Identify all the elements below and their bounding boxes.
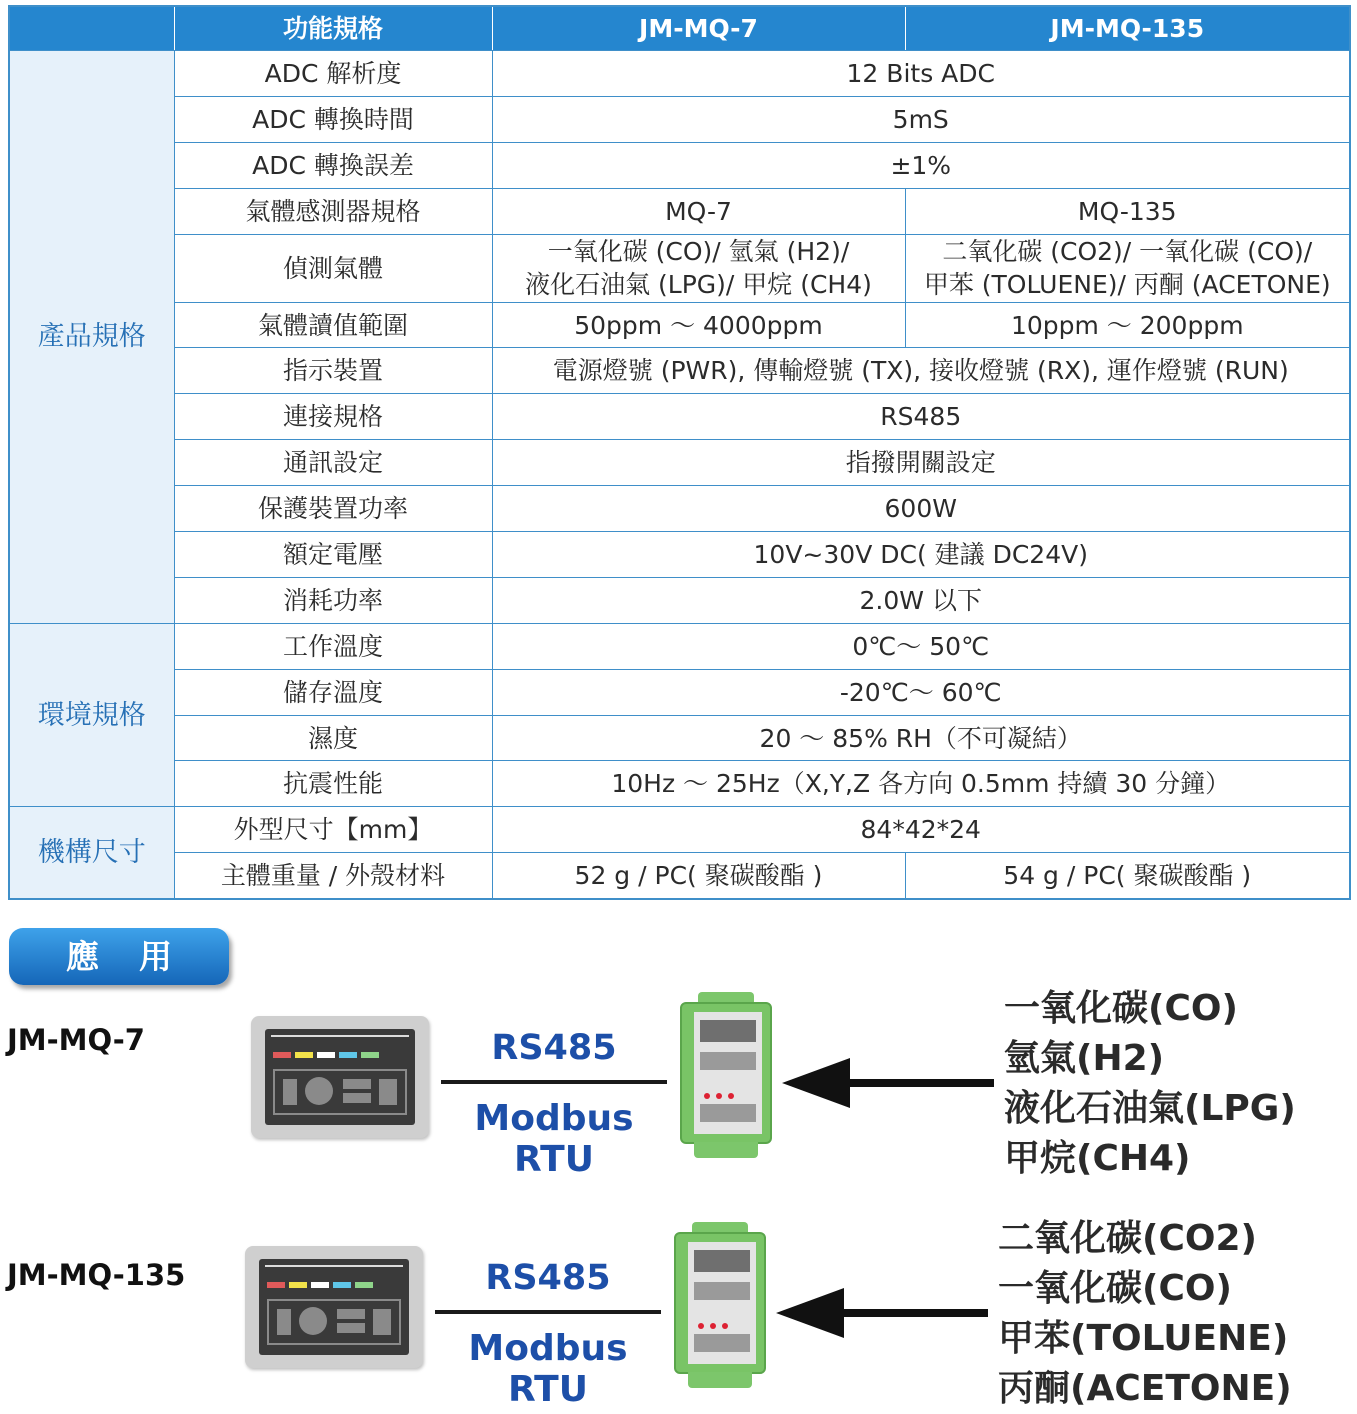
row-value: 84*42*24 — [492, 807, 1350, 853]
row-value: 電源燈號 (PWR), 傳輸燈號 (TX), 接收燈號 (RX), 運作燈號 (RUN) — [492, 348, 1350, 394]
led-yellow — [289, 1282, 307, 1288]
row-value: 5mS — [492, 96, 1350, 142]
gas-item: 液化石油氣(LPG) — [1004, 1088, 1296, 1129]
gas-item: 一氧化碳(CO) — [998, 1268, 1232, 1309]
protocol-label: RS485 — [491, 1028, 617, 1068]
led-white — [317, 1052, 335, 1058]
led-yellow — [295, 1052, 313, 1058]
table-row — [9, 623, 1350, 669]
mode-label: Modbus RTU — [474, 1098, 634, 1180]
gas-item: 甲烷(CH4) — [1004, 1138, 1191, 1179]
row-label: 氣體感測器規格 — [174, 188, 492, 234]
row-label: 濕度 — [174, 715, 492, 761]
row-value: 600W — [492, 486, 1350, 532]
row-value: 0℃～ 50℃ — [492, 623, 1350, 669]
spec-table — [8, 5, 1351, 900]
protocol-link — [441, 1028, 667, 1180]
led-green — [361, 1052, 379, 1058]
row-label: 偵測氣體 — [174, 234, 492, 302]
table-row — [9, 188, 1350, 234]
led-strip — [273, 1043, 383, 1062]
table-row — [9, 348, 1350, 394]
led-white — [311, 1282, 329, 1288]
table-row — [9, 669, 1350, 715]
row-value: 指撥開關設定 — [492, 440, 1350, 486]
hmi-panel-icon — [245, 1246, 423, 1368]
row-value-mq135: 10ppm ～ 200ppm — [905, 302, 1350, 348]
category-product: 產品規格 — [9, 51, 174, 624]
led-red — [267, 1282, 285, 1288]
sensor-module-icon — [680, 992, 772, 1162]
row-value-mq7 — [492, 234, 905, 302]
table-row — [9, 96, 1350, 142]
table-row — [9, 853, 1350, 899]
detect-gas-mq135-line2: 甲苯 (TOLUENE)/ 丙酮 (ACETONE) — [923, 270, 1331, 300]
table-row — [9, 807, 1350, 853]
row-value-mq7: 52 g / PC( 聚碳酸酯 ) — [492, 853, 905, 899]
row-value-mq135 — [905, 234, 1350, 302]
link-line — [441, 1080, 667, 1084]
header-function-spec: 功能規格 — [174, 6, 492, 51]
table-row — [9, 234, 1350, 302]
led-cyan — [333, 1282, 351, 1288]
header-jm-mq-135: JM-MQ-135 — [905, 6, 1350, 51]
mode-label: Modbus RTU — [468, 1328, 628, 1410]
table-row — [9, 440, 1350, 486]
detect-gas-mq7-line1: 一氧化碳 (CO)/ 氫氣 (H2)/ — [547, 237, 850, 267]
table-row — [9, 302, 1350, 348]
diagram-model-label: JM-MQ-135 — [7, 1258, 186, 1292]
row-value: -20℃～ 60℃ — [492, 669, 1350, 715]
row-value: ±1% — [492, 142, 1350, 188]
header-corner — [9, 6, 174, 51]
row-value: 10Hz ～ 25Hz（X,Y,Z 各方向 0.5mm 持續 30 分鐘） — [492, 761, 1350, 807]
gas-item: 二氧化碳(CO2) — [998, 1218, 1257, 1259]
row-label: 保護裝置功率 — [174, 486, 492, 532]
row-value: 2.0W 以下 — [492, 577, 1350, 623]
led-red — [273, 1052, 291, 1058]
table-row — [9, 142, 1350, 188]
table-row — [9, 532, 1350, 578]
row-label: 工作溫度 — [174, 623, 492, 669]
category-environment: 環境規格 — [9, 623, 174, 807]
gas-item: 丙酮(ACETONE) — [998, 1368, 1292, 1409]
row-value-mq135: 54 g / PC( 聚碳酸酯 ) — [905, 853, 1350, 899]
row-label: 指示裝置 — [174, 348, 492, 394]
detect-gas-mq135-line1: 二氧化碳 (CO2)/ 一氧化碳 (CO)/ — [942, 237, 1313, 267]
table-row — [9, 715, 1350, 761]
row-label: 連接規格 — [174, 394, 492, 440]
row-value: 12 Bits ADC — [492, 51, 1350, 97]
row-label: 額定電壓 — [174, 532, 492, 578]
row-value-mq7: 50ppm ～ 4000ppm — [492, 302, 905, 348]
gas-item: 一氧化碳(CO) — [1004, 988, 1238, 1029]
table-row — [9, 51, 1350, 97]
table-header-row — [9, 6, 1350, 51]
protocol-label: RS485 — [485, 1258, 611, 1298]
header-jm-mq-7: JM-MQ-7 — [492, 6, 905, 51]
row-label: 氣體讀值範圍 — [174, 302, 492, 348]
row-label: ADC 解析度 — [174, 51, 492, 97]
row-label: 通訊設定 — [174, 440, 492, 486]
table-row — [9, 486, 1350, 532]
table-row — [9, 761, 1350, 807]
row-label: 主體重量 / 外殼材料 — [174, 853, 492, 899]
led-green — [355, 1282, 373, 1288]
row-label: 儲存溫度 — [174, 669, 492, 715]
sensor-module-icon — [674, 1222, 766, 1392]
led-strip — [267, 1273, 377, 1292]
gas-list — [998, 1214, 1292, 1414]
protocol-link — [435, 1258, 661, 1410]
row-label: ADC 轉換誤差 — [174, 142, 492, 188]
gas-item: 氫氣(H2) — [1004, 1038, 1165, 1079]
category-mechanical: 機構尺寸 — [9, 807, 174, 899]
detect-gas-mq7-line2: 液化石油氣 (LPG)/ 甲烷 (CH4) — [525, 270, 872, 300]
row-label: 外型尺寸【mm】 — [174, 807, 492, 853]
table-row — [9, 394, 1350, 440]
led-cyan — [339, 1052, 357, 1058]
arrow-left-icon — [782, 1058, 996, 1108]
row-label: ADC 轉換時間 — [174, 96, 492, 142]
table-row — [9, 577, 1350, 623]
arrow-left-icon — [776, 1288, 990, 1338]
row-value-mq7: MQ-7 — [492, 188, 905, 234]
application-title: 應用 — [9, 928, 229, 985]
hmi-panel-icon — [251, 1016, 429, 1138]
row-value: 20 ～ 85% RH（不可凝結） — [492, 715, 1350, 761]
row-value-mq135: MQ-135 — [905, 188, 1350, 234]
link-line — [435, 1310, 661, 1314]
row-value: 10V~30V DC( 建議 DC24V) — [492, 532, 1350, 578]
gas-item: 甲苯(TOLUENE) — [998, 1318, 1289, 1359]
row-label: 消耗功率 — [174, 577, 492, 623]
row-label: 抗震性能 — [174, 761, 492, 807]
row-value: RS485 — [492, 394, 1350, 440]
diagram-model-label: JM-MQ-7 — [7, 1023, 145, 1057]
gas-list — [1004, 984, 1296, 1184]
